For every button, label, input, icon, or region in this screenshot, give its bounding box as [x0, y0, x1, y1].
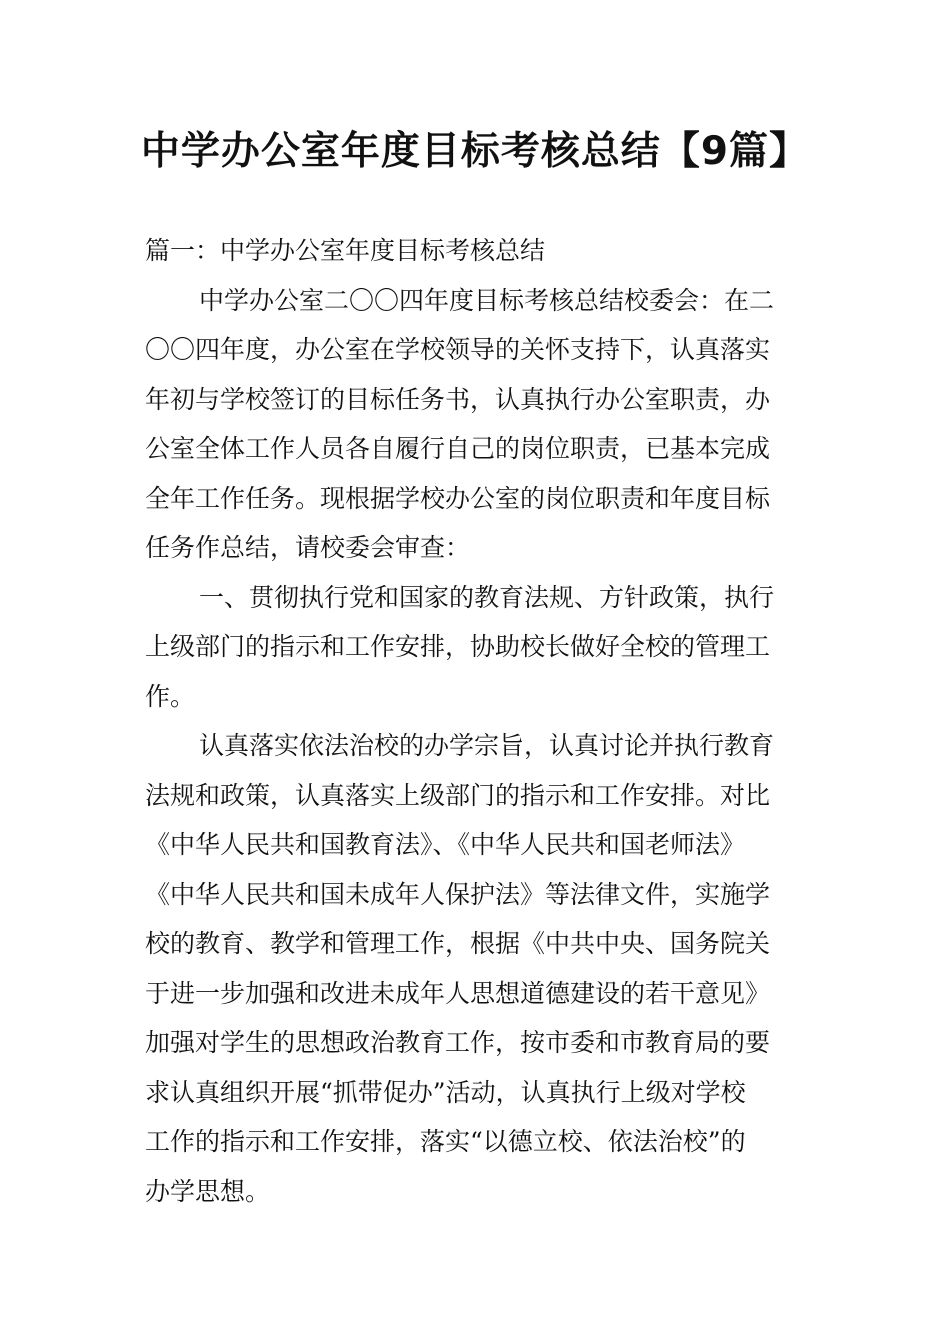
paragraph-line: 于进一步加强和改进未成年人思想道德建设的若干意见》 — [145, 978, 771, 1008]
paragraph-line: 法规和政策，认真落实上级部门的指示和工作安排。对比 — [145, 780, 771, 810]
paragraph-line: 加强对学生的思想政治教育工作，按市委和市教育局的要 — [145, 1028, 771, 1057]
paragraph-line: 认真落实依法治校的办学宗旨，认真讨论并执行教育 — [199, 731, 775, 760]
document-body — [145, 226, 809, 1216]
paragraph-line: 工作的指示和工作安排，落实“以德立校、依法治校”的 — [145, 1127, 746, 1156]
paragraph-line: 〇〇四年度，办公室在学校领导的关怀支持下，认真落实 — [145, 335, 771, 364]
paragraph-line: 全年工作任务。现根据学校办公室的岗位职责和年度目标 — [145, 483, 771, 513]
paragraph-line: 校的教育、教学和管理工作，根据《中共中央、国务院关 — [145, 929, 771, 958]
paragraph-line: 《中华人民共和国教育法》、《中华人民共和国老师法》 — [145, 830, 746, 859]
paragraph-line: 年初与学校签订的目标任务书，认真执行办公室职责，办 — [145, 384, 771, 414]
document-title: 中学办公室年度目标考核总结【9篇】 — [140, 129, 810, 174]
paragraph-line: 上级部门的指示和工作安排，协助校长做好全校的管理工 — [145, 632, 771, 661]
paragraph-line: 任务作总结，请校委会审查： — [145, 533, 471, 562]
paragraph-line: 办学思想。 — [145, 1176, 271, 1206]
paragraph-line: 《中华人民共和国未成年人保护法》等法律文件，实施学 — [145, 879, 771, 909]
paragraph-line: 公室全体工作人员各自履行自己的岗位职责，已基本完成 — [145, 434, 771, 463]
paragraph-line: 作。 — [145, 681, 196, 711]
paragraph-line: 中学办公室二〇〇四年度目标考核总结校委会：在二 — [199, 285, 775, 315]
paragraph-line: 一、贯彻执行党和国家的教育法规、方针政策，执行 — [199, 582, 775, 612]
section-heading: 篇一：中学办公室年度目标考核总结 — [145, 236, 546, 265]
paragraph-line: 求认真组织开展“抓带促办”活动，认真执行上级对学校 — [145, 1077, 746, 1107]
